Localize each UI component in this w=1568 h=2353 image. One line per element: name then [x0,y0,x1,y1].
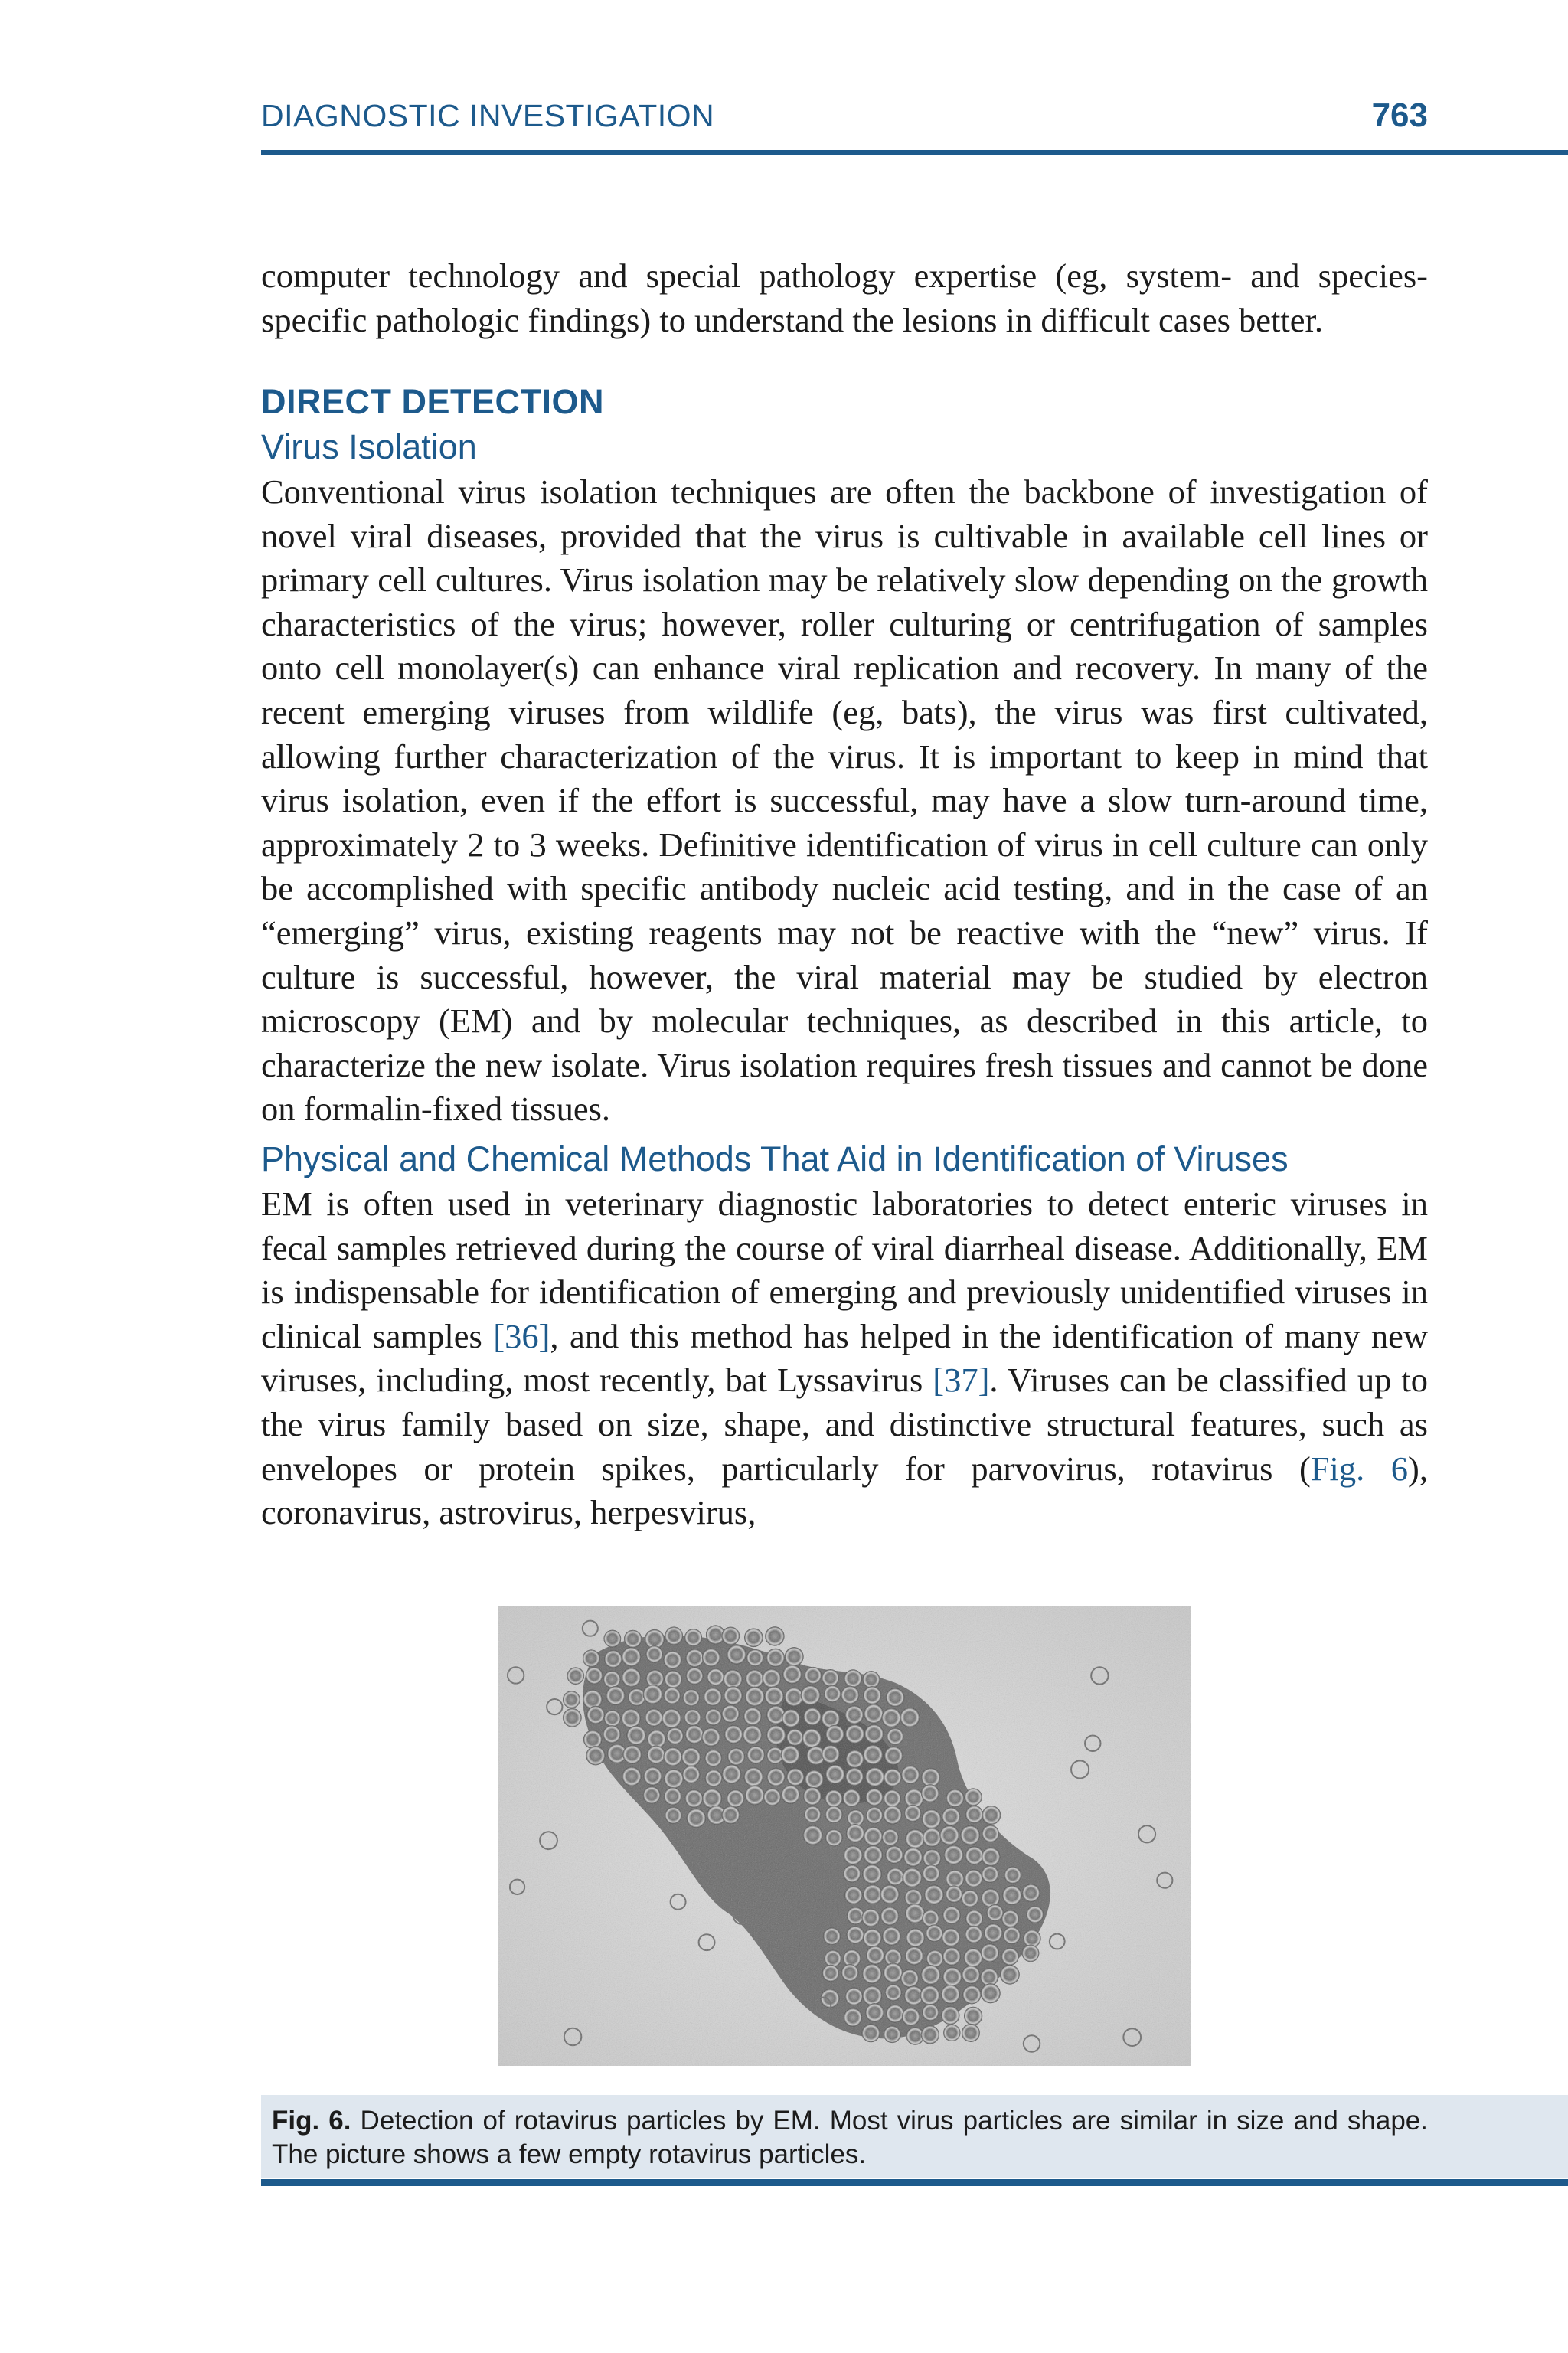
header-rule [261,150,1568,155]
micrograph-image [498,1606,1191,2066]
text-segment: , and this method has helped in the identification of many new viruses, including, most recently, bat Lyssavirus [261,1316,1429,1400]
intro-text: computer technology and special pathology expertise (eg, system- and species-specific pathologic findings) to understand the lesions in difficult cases better. [261,257,1428,339]
running-title: DIAGNOSTIC INVESTIGATION [261,98,715,133]
physical-methods-paragraph [261,1182,1428,1535]
text-segment: ), coronavirus, astrovirus, herpesvirus, [261,1449,1428,1532]
figure-6-link[interactable]: Fig. 6 [1310,1449,1409,1488]
page-number: 763 [1371,96,1428,134]
virus-isolation-text: Conventional virus isolation techniques are often the backbone of investigation of novel viral diseases, provided that the virus is cultivable in available cell lines or primary cell cultures. Virus isolation may be relatively slow depending on the growth characteristics of the virus; however, roller culturing or centrifugation of samples onto cell monolayer(s) can enhance viral replication and recovery. In many of the recent emerging viruses from wildlife (eg, bats), the virus was first cultivated, allowing further characterization of the virus. It is important to keep in mind that virus isolation, even if the effort is successful, may have a slow turn-around time, approximately 2 to 3 weeks. Definitive identification of virus in cell culture can only be accomplished with specific antibody nucleic acid testing, and in the case of an “emerging” virus, existing reagents may not be reactive with the “new” virus. If culture is successful, however, the viral material may be studied by electron microscopy (EM) and by molecular techniques, as described in this article, to characterize the new isolate. Virus isolation requires fresh tissues and cannot be done on formalin-fixed tissues. [261,472,1428,1129]
text-segment: . Viruses can be classified up to the virus family based on size, shape, and distinctive structural features, such as envelopes or protein spikes, particularly for parvovirus, rotavirus ( [261,1361,1428,1488]
physical-methods-text [261,1182,1428,1535]
virus-isolation-heading: Virus Isolation [261,427,477,466]
intro-paragraph [261,254,1428,342]
figure-caption [261,2095,1568,2178]
virus-isolation-paragraph [261,470,1428,1132]
citation-link-36[interactable]: [36] [493,1316,550,1355]
citation-link-37[interactable]: [37] [933,1361,990,1400]
caption-body: Detection of rotavirus particles by EM. Most virus particles are similar in size and shape. The picture shows a few empty rotavirus particles. [272,2106,1428,2169]
text-segment: EM is often used in veterinary diagnostic laboratories to detect enteric viruses in fecal samples retrieved during the course of viral diarrheal disease. Additionally, EM is indispensable for identification of emerging and previously unidentified viruses in clinical samples [261,1185,1428,1355]
caption-text [272,2104,1428,2172]
running-header [261,98,1568,159]
figure-6-micrograph [498,1606,1191,2066]
section-title: DIRECT DETECTION [261,382,605,421]
physical-methods-heading: Physical and Chemical Methods That Aid in Identification of Viruses [261,1139,1289,1178]
figure-label: Fig. 6. [272,2106,351,2136]
caption-rule [261,2179,1568,2186]
